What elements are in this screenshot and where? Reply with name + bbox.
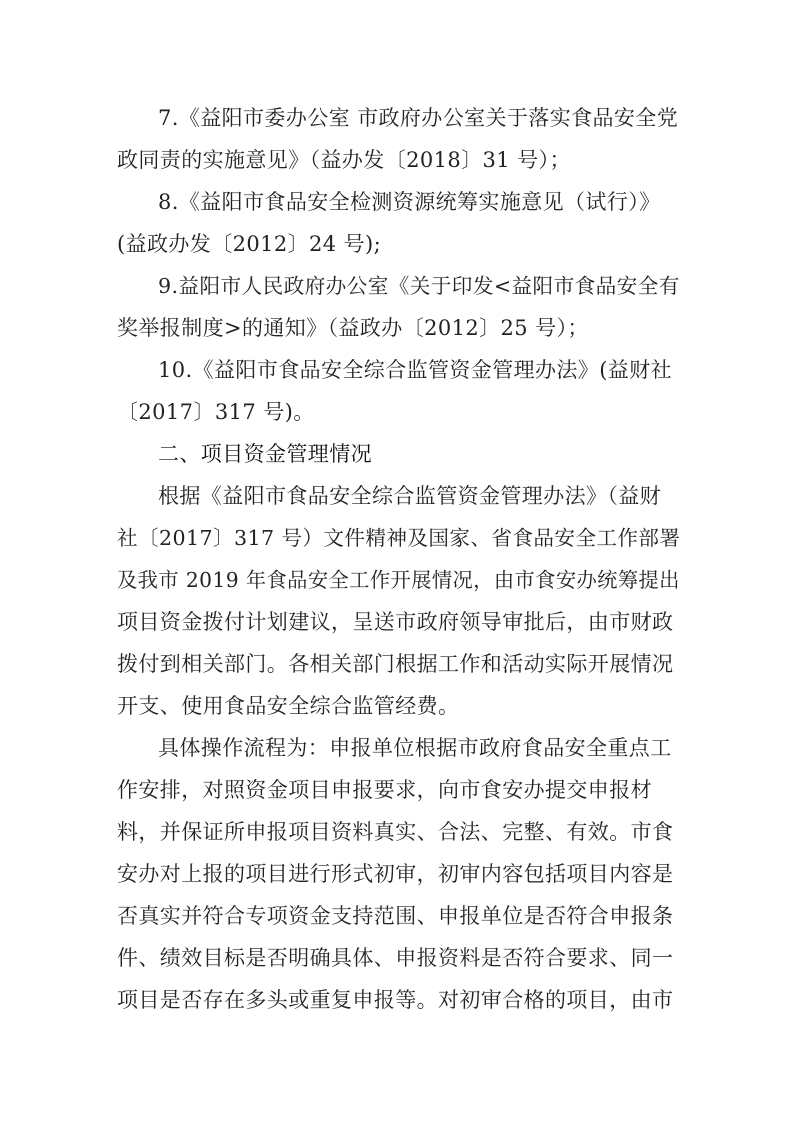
list-item-10-line-2: 〔2017〕317 号)。 [117,400,315,424]
paragraph-2-line-2: 作安排，对照资金项目申报要求，向市食安办提交申报材 [117,778,652,802]
list-item-8-line-1: 8.《益阳市食品安全检测资源统筹实施意见（试行）》 [158,190,661,214]
list-item-7-line-2: 政同责的实施意见》（益办发〔2018〕31 号）； [117,148,571,172]
list-item-8-line-2: (益政办发〔2012〕24 号); [117,232,382,256]
list-item-10-line-1: 10.《益阳市食品安全综合监管资金管理办法》(益财社 [158,358,672,382]
paragraph-1-line-3: 及我市 2019 年食品安全工作开展情况，由市食安办统筹提出 [117,568,680,592]
paragraph-2-line-5: 否真实并符合专项资金支持范围、申报单位是否符合申报条 [117,904,674,928]
section-heading: 二、项目资金管理情况 [158,442,372,466]
list-item-7-line-1: 7.《益阳市委办公室 市政府办公室关于落实食品安全党 [158,106,679,130]
paragraph-1-line-6: 开支、使用食品安全综合监管经费。 [117,694,460,718]
list-item-9-line-1: 9.益阳市人民政府办公室《关于印发<益阳市食品安全有 [158,274,680,298]
paragraph-2-line-3: 料，并保证所申报项目资料真实、合法、完整、有效。市食 [117,820,674,844]
paragraph-1-line-2: 社〔2017〕317 号）文件精神及国家、省食品安全工作部署 [117,526,681,550]
paragraph-2-line-1: 具体操作流程为：申报单位根据市政府食品安全重点工 [158,736,672,760]
paragraph-2-line-4: 安办对上报的项目进行形式初审，初审内容包括项目内容是 [117,862,674,886]
paragraph-1-line-1: 根据《益阳市食品安全综合监管资金管理办法》（益财 [158,484,662,508]
paragraph-2-line-7: 项目是否存在多头或重复申报等。对初审合格的项目，由市 [117,988,674,1012]
list-item-9-line-2: 奖举报制度>的通知》（益政办〔2012〕25 号）； [117,316,589,340]
paragraph-2-line-6: 件、绩效目标是否明确具体、申报资料是否符合要求、同一 [117,946,674,970]
paragraph-1-line-4: 项目资金拨付计划建议，呈送市政府领导审批后，由市财政 [117,610,674,634]
paragraph-1-line-5: 拨付到相关部门。各相关部门根据工作和活动实际开展情况 [117,652,674,676]
